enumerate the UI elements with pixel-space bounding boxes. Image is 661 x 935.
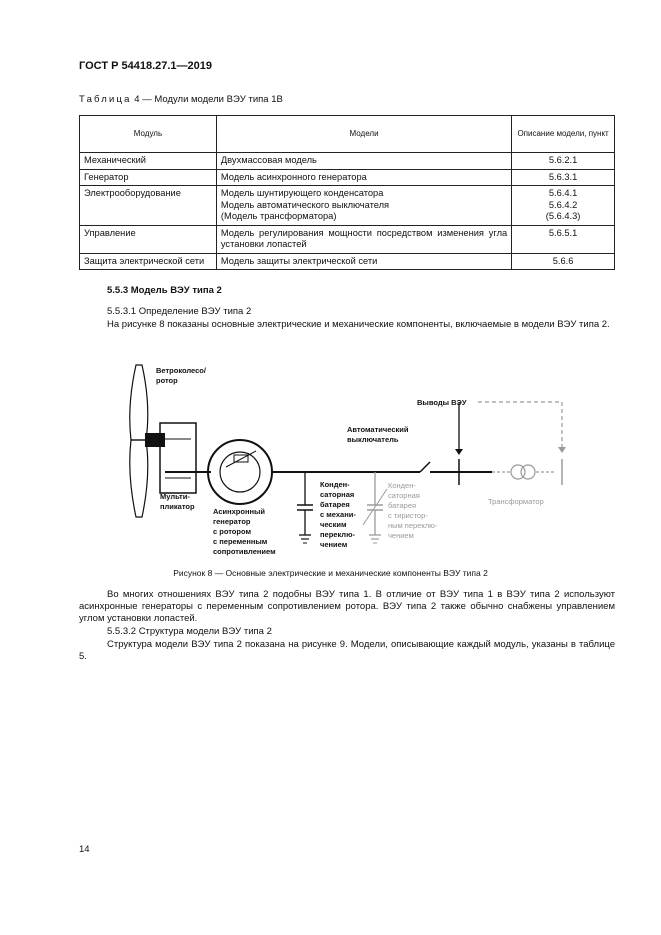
generator-label-line: Асинхронный (213, 507, 266, 516)
reference-cell: 5.6.5.1 (512, 225, 615, 253)
capbank1-label-line: с механи- (320, 510, 356, 519)
generator-label-line: генератор (213, 517, 251, 526)
models-cell: Модель защиты электрической сети (216, 253, 511, 270)
column-header-module: Модуль (80, 116, 217, 153)
paragraph: Структура модели ВЭУ типа 2 показана на рисунке 9. Модели, описывающие каждый модуль, указаны в таблице 5. (79, 639, 615, 662)
module-cell: Электрооборудование (80, 186, 217, 226)
document-header: ГОСТ Р 54418.27.1—2019 (79, 60, 213, 72)
generator-label-line: с ротором (213, 527, 251, 536)
capbank2-label-line: саторная (388, 491, 420, 500)
reference-cell: 5.6.6 (512, 253, 615, 270)
rotor-label (156, 366, 208, 385)
capbank2-label-line: с тиристор- (388, 511, 428, 520)
rotor-blade-lower (130, 440, 148, 517)
section-heading: 5.5.3 Модель ВЭУ типа 2 (107, 285, 222, 296)
table-row (80, 169, 615, 186)
module-cell: Механический (80, 153, 217, 170)
capbank1-label-line: переклю- (320, 530, 355, 539)
rotor-label-line: ротор (156, 376, 178, 385)
rotor-blade-upper (130, 365, 148, 440)
table-caption (79, 94, 283, 105)
table-caption-text: 4 — Модули модели ВЭУ типа 1В (131, 94, 283, 105)
reference-cell: 5.6.3.1 (512, 169, 615, 186)
model-line: Модель автоматического выключателя (220, 199, 390, 210)
breaker-label-line: Автоматический (347, 425, 409, 434)
capbank1-label-line: Конден- (320, 480, 350, 489)
rotor-hub (145, 433, 165, 447)
model-line: Модель шунтирующего конденсатора (220, 188, 384, 198)
table-row (80, 225, 615, 253)
capbank2-label-line: батарея (388, 501, 417, 510)
table-header-row (80, 116, 615, 153)
terminals-arrowhead (455, 449, 463, 455)
generator-label (213, 507, 276, 556)
capbank2-label-line: Конден- (388, 481, 416, 490)
column-header-reference: Описание модели, пункт (512, 116, 615, 153)
subsection-heading: 5.5.3.2 Структура модели ВЭУ типа 2 (107, 626, 272, 637)
gearbox-label-line: пликатор (160, 502, 195, 511)
transformer-label: Трансформатор (488, 497, 544, 506)
variable-resistor-arrow (226, 451, 256, 467)
gearbox-label (160, 492, 195, 511)
gearbox-box (160, 423, 196, 493)
page-number: 14 (79, 844, 90, 855)
rotor-label-line: Ветроколесо/ (156, 366, 206, 375)
modules-table (79, 115, 615, 270)
reference-line: 5.6.4.2 (548, 199, 578, 210)
generator-rotor (220, 452, 260, 492)
breaker-label-line: выключатель (347, 435, 399, 444)
generator-label-line: с переменным (213, 537, 268, 546)
capbank1-label-line: чением (320, 540, 348, 549)
table-row (80, 253, 615, 270)
figure-8-diagram (0, 355, 661, 565)
transformer-winding (521, 465, 535, 479)
reference-cell (512, 186, 615, 226)
circuit-breaker-switch (420, 462, 430, 472)
capbank1-label-line: ческим (320, 520, 347, 529)
grid-pointer-arrowhead (558, 447, 566, 453)
capbank1-label-line: батарея (320, 500, 350, 509)
breaker-label (347, 425, 411, 444)
capbank1-label (320, 480, 358, 549)
capbank2-label-line: чением (388, 531, 414, 540)
models-cell: Двухмассовая модель (216, 153, 511, 170)
subsection-heading: 5.5.3.1 Определение ВЭУ типа 2 (107, 306, 252, 317)
capbank1-label-line: саторная (320, 490, 355, 499)
models-cell: Модель регулирования мощности посредством изменения угла установки лопастей (216, 225, 511, 253)
module-cell: Защита электрической сети (80, 253, 217, 270)
reference-line: (5.6.4.3) (545, 211, 581, 221)
gearbox-label-line: Мульти- (160, 492, 190, 501)
table-row (80, 153, 615, 170)
module-cell: Генератор (80, 169, 217, 186)
reference-cell: 5.6.2.1 (512, 153, 615, 170)
models-cell (216, 186, 511, 226)
capbank2-label-line: ным переклю- (388, 521, 438, 530)
table-row (80, 186, 615, 226)
generator-stator (208, 440, 272, 504)
table-caption-prefix: Таблица (79, 94, 132, 105)
terminals-label: Выводы ВЭУ (417, 398, 467, 407)
figure-caption: Рисунок 8 — Основные электрические и механические компоненты ВЭУ типа 2 (173, 568, 488, 578)
models-cell: Модель асинхронного генератора (216, 169, 511, 186)
model-line: (Модель трансформатора) (220, 211, 337, 221)
column-header-models: Модели (216, 116, 511, 153)
generator-label-line: сопротивлением (213, 547, 276, 556)
capbank2-label (388, 481, 439, 540)
module-cell: Управление (80, 225, 217, 253)
paragraph: Во многих отношениях ВЭУ типа 2 подобны ВЭУ типа 1. В отличие от ВЭУ типа 1 в ВЭУ типа 2 используют асинхронные генераторы с переменным сопротивлением ротора. ВЭУ типа 2 также обычно снабжены управлением углом установки лопастей. (79, 589, 615, 624)
paragraph: На рисунке 8 показаны основные электрические и механические компоненты, включаемые в модели ВЭУ типа 2. (107, 319, 610, 330)
reference-line: 5.6.4.1 (548, 188, 578, 198)
grid-pointer-line (478, 402, 562, 449)
